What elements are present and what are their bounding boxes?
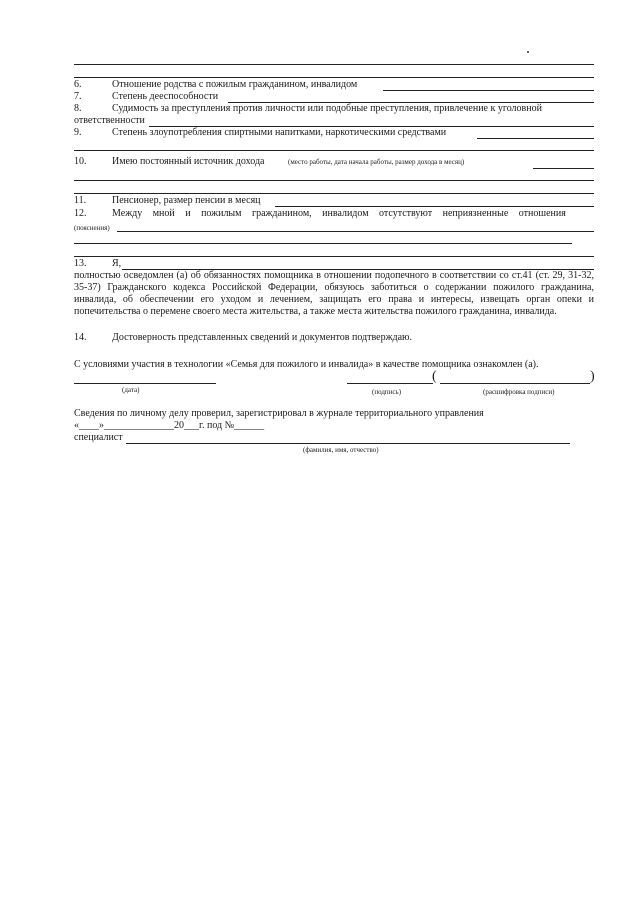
blank-line <box>74 243 572 244</box>
item-10-hint: (место работы, дата начала работы, размер дохода в месяц) <box>288 158 465 166</box>
blank-line <box>74 256 594 257</box>
item-6-answer-line <box>383 90 594 91</box>
verification-text: Сведения по личному делу проверил, зарегистрировал в журнале территориального управления <box>74 408 484 419</box>
blank-line <box>74 64 594 65</box>
item-14-number: 14. <box>74 332 87 343</box>
date-line <box>74 383 216 384</box>
item-13-text: Я, <box>112 258 122 269</box>
blank-line <box>74 180 594 181</box>
item-12-answer-line <box>117 231 594 232</box>
item-7-number: 7. <box>74 91 82 102</box>
specialist-label: специалист <box>74 432 123 443</box>
signature-label: (подпись) <box>372 388 402 396</box>
open-paren: ( <box>432 369 437 384</box>
blank-line <box>74 150 594 151</box>
decode-label: (расшифровка подписи) <box>483 388 555 396</box>
item-9-answer-line <box>477 138 594 139</box>
item-9-text: Степень злоупотребления спиртными напитками, наркотическими средствами <box>112 127 447 138</box>
item-6-number: 6. <box>74 79 82 90</box>
item-12-number: 12. <box>74 208 87 219</box>
blank-line <box>74 77 594 78</box>
item-8-continuation: ответственности <box>74 115 145 126</box>
conditions-text: С условиями участия в технологии «Семья для пожилого и инвалида» в качестве помощника ознакомлен (а). <box>74 359 539 370</box>
item-7-text: Степень дееспособности <box>112 91 219 102</box>
item-6-text: Отношение родства с пожилым гражданином, инвалидом <box>112 79 358 90</box>
specialist-line <box>126 443 570 444</box>
item-10-text: Имею постоянный источник дохода <box>112 156 265 167</box>
item-10-number: 10. <box>74 156 87 167</box>
item-11-text: Пенсионер, размер пенсии в месяц <box>112 195 261 206</box>
verification-date-line: «____»______________20___г. под №______ <box>74 420 265 431</box>
close-paren: ) <box>590 369 595 384</box>
item-12-hint: (пояснения) <box>74 224 110 232</box>
signature-line <box>347 383 433 384</box>
item-8-text: Судимость за преступления против личности или подобные преступления, привлечение к уголовной <box>112 103 542 114</box>
blank-line <box>74 193 594 194</box>
item-11-answer-line <box>275 206 594 207</box>
item-12-text: Между мной и пожилым гражданином, инвалидом отсутствуют неприязненные отношения <box>112 208 566 219</box>
item-10-answer-line <box>533 168 594 169</box>
fio-label: (фамилия, имя, отчество) <box>303 446 379 454</box>
item-14-text: Достоверность представленных сведений и документов подтверждаю. <box>112 332 412 343</box>
date-label: (дата) <box>122 386 140 394</box>
scan-dot <box>527 51 529 53</box>
decode-line <box>440 383 590 384</box>
item-11-number: 11. <box>74 195 87 206</box>
item-9-number: 9. <box>74 127 82 138</box>
item-13-body: полностью осведомлен (а) об обязанностях помощника в отношении подопечного в соответствии со ст.41 (ст. 29, 31-32, 35-37) Гражданского кодекса Российской Федерации, обязуюсь заботиться о содержании пожилого гражданина, инвалида, об обеспечении его уходом и лечением, защищать его права и интересы, извещать орган опеки и попечительства о перемене своего места жительства, а также места жительства пожилого гражданина, инвалида. <box>74 270 594 317</box>
item-13-number: 13. <box>74 258 87 269</box>
item-8-number: 8. <box>74 103 82 114</box>
